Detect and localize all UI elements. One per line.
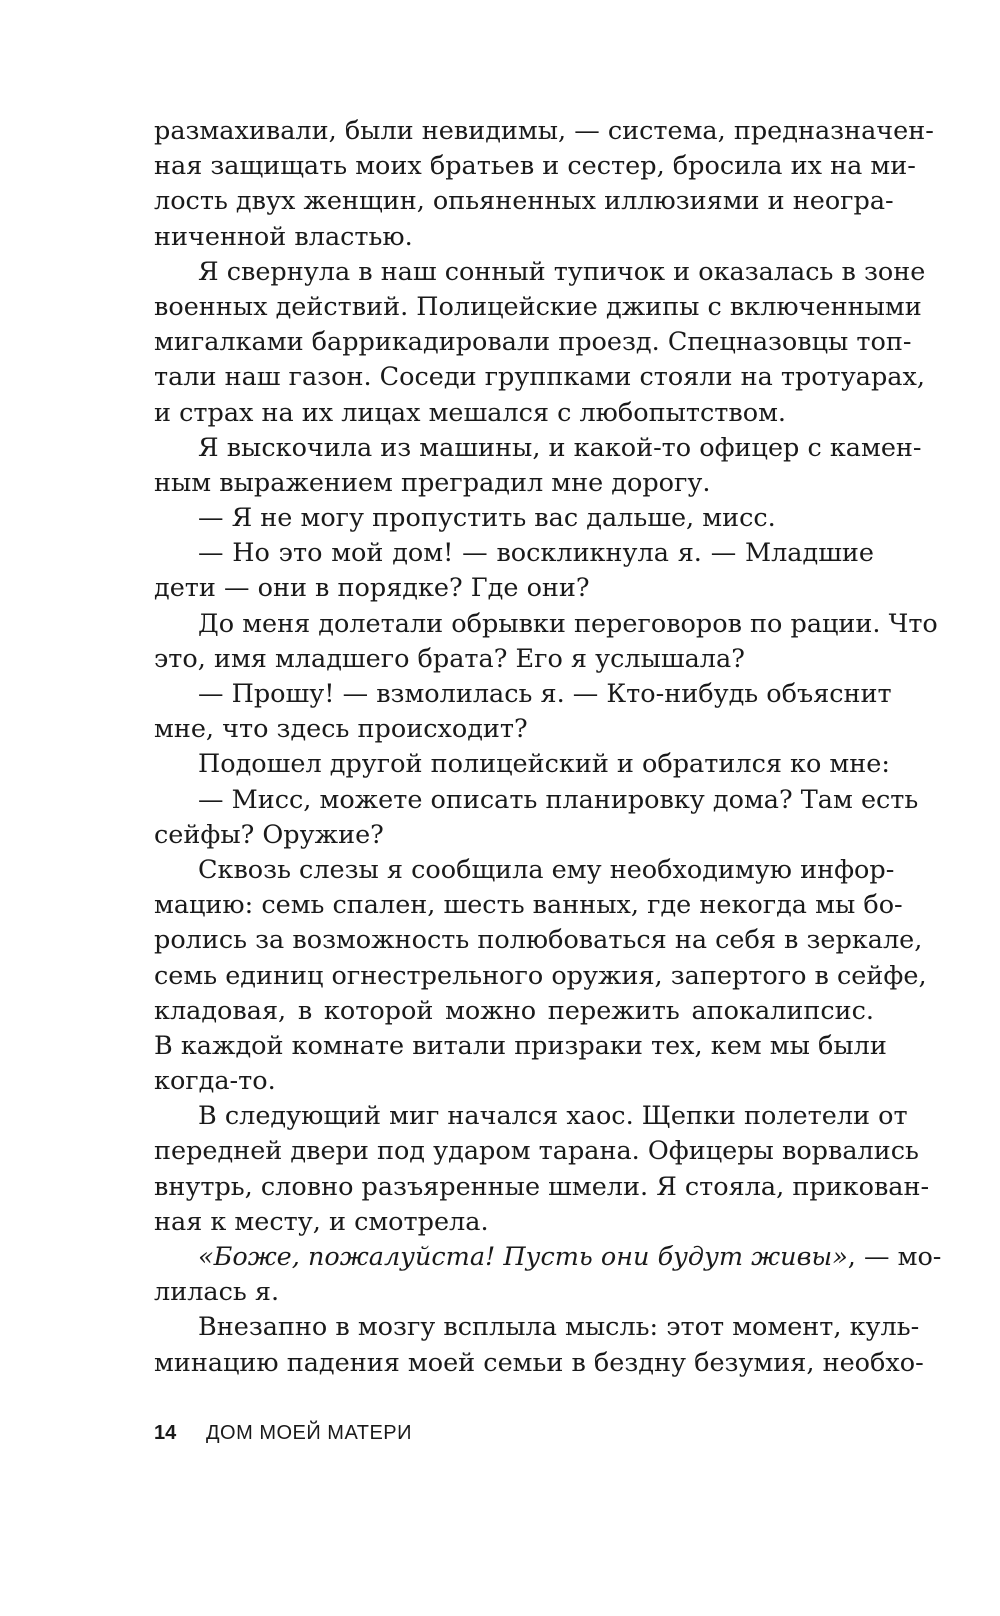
text-line: ролись за возможность полюбоваться на себя в зеркале, xyxy=(154,925,923,956)
text-line: когда-то. xyxy=(154,1066,276,1097)
text-line: — Но это мой дом! — воскликнула я. — Младшие xyxy=(198,538,874,569)
text-line: ным выражением преградил мне дорогу. xyxy=(154,467,711,498)
text-line: размахивали, были невидимы, — система, предназначен- xyxy=(154,116,934,146)
text-line: кладовая, в которой можно пережить апокалипсис. xyxy=(154,995,874,1026)
italic-prayer-text: «Боже, пожалуйста! Пусть они будут живы» xyxy=(198,1242,848,1272)
text-line: семь единиц огнестрельного оружия, запертого в сейфе, xyxy=(154,960,927,991)
text-line: минацию падения моей семьи в бездну безумия, необхо- xyxy=(154,1347,924,1378)
text-line: тали наш газон. Соседи группками стояли на тротуарах, xyxy=(154,362,925,393)
text-line: передней двери под ударом тарана. Офицеры ворвались xyxy=(154,1136,919,1167)
text-line xyxy=(154,1240,942,1275)
text-line: сейфы? Оружие? xyxy=(154,819,384,850)
text-line: Я выскочила из машины, и какой-то офицер с камен- xyxy=(198,432,922,463)
text-line: внутрь, словно разъяренные шмели. Я стояла, прикован- xyxy=(154,1171,930,1202)
text-line: и страх на их лицах мешался с любопытством. xyxy=(154,397,787,428)
text-line: В каждой комнате витали призраки тех, кем мы были xyxy=(154,1030,887,1061)
text-line: ная к месту, и смотрела. xyxy=(154,1206,489,1237)
page-number: 14 xyxy=(154,1422,177,1444)
text-line: военных действий. Полицейские джипы с включенными xyxy=(154,291,922,322)
text-line: ная защищать моих братьев и сестер, бросила их на ми- xyxy=(154,151,916,182)
text-line: Я свернула в наш сонный тупичок и оказалась в зоне xyxy=(198,256,926,287)
text-line: Внезапно в мозгу всплыла мысль: этот момент, куль- xyxy=(198,1312,920,1343)
text-line: — Я не могу пропустить вас дальше, мисс. xyxy=(198,503,776,534)
text-line: это, имя младшего брата? Его я услышала? xyxy=(154,643,745,674)
text-line-tail: , — мо- xyxy=(847,1242,942,1272)
page-footer xyxy=(154,1422,412,1445)
text-line: мацию: семь спален, шесть ванных, где некогда мы бо- xyxy=(154,890,903,921)
text-line: Сквозь слезы я сообщила ему необходимую инфор- xyxy=(198,854,895,885)
text-line: лость двух женщин, опьяненных иллюзиями и неогра- xyxy=(154,186,894,217)
text-line: мигалками баррикадировали проезд. Спецназовцы топ- xyxy=(154,327,912,358)
text-line: — Мисс, можете описать планировку дома? Там есть xyxy=(198,784,919,815)
text-line: дети — они в порядке? Где они? xyxy=(154,573,590,604)
text-line: Подошел другой полицейский и обратился ко мне: xyxy=(198,749,890,780)
text-line: мне, что здесь происходит? xyxy=(154,714,528,745)
running-title: ДОМ МОЕЙ МАТЕРИ xyxy=(206,1422,413,1444)
text-line: До меня долетали обрывки переговоров по рации. Что xyxy=(198,608,938,639)
body-text xyxy=(154,114,942,1381)
text-line: В следующий миг начался хаос. Щепки полетели от xyxy=(198,1101,908,1132)
text-line: ниченной властью. xyxy=(154,221,413,252)
text-line: лилась я. xyxy=(154,1277,280,1308)
text-line: — Прошу! — взмолилась я. — Кто-нибудь объяснит xyxy=(198,679,892,709)
